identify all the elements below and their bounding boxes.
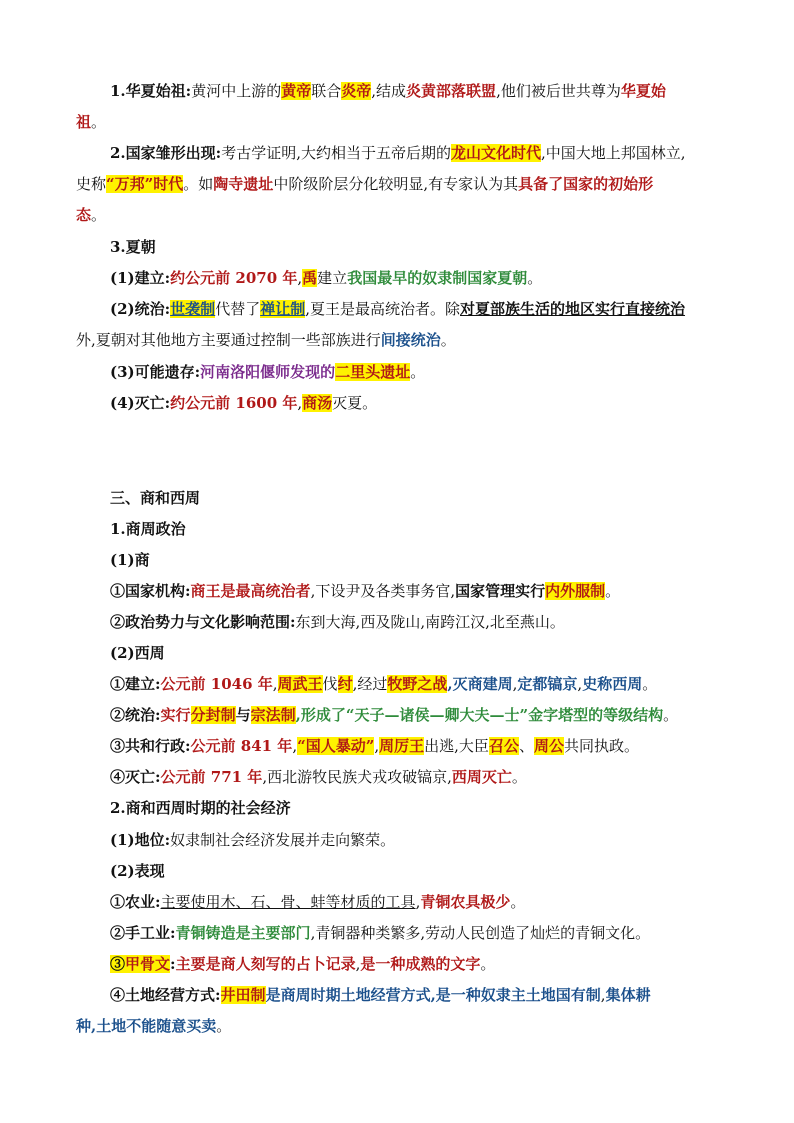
- text: 出逃,大臣: [424, 737, 489, 755]
- text: 史称: [76, 175, 107, 193]
- highlight-term: 宗法制: [250, 706, 296, 724]
- highlight-term: 世袭制: [170, 300, 216, 318]
- text: ,: [297, 269, 303, 287]
- highlight-term: 牧野之战: [387, 675, 448, 693]
- paragraph-state-prototype: [110, 143, 686, 163]
- key-term: 对夏部族生活的地区实行直接统治: [460, 300, 686, 318]
- highlight-term: 周厉王: [379, 737, 425, 755]
- paragraph-state-prototype-end: [76, 205, 106, 225]
- text: ,他们被后世共尊为: [496, 82, 621, 100]
- text: 伐: [322, 675, 338, 693]
- economy-agriculture: [110, 892, 525, 912]
- key-term: 是商周时期土地经营方式,是一种奴隶主土地国有制: [265, 986, 601, 1004]
- xia-establish: [110, 268, 542, 288]
- key-term: 态: [76, 206, 92, 224]
- text: 考古学证明,大约相当于五帝后期的: [221, 144, 451, 162]
- key-term: 华夏始: [620, 82, 666, 100]
- key-term: 间接统治: [380, 331, 441, 349]
- text: 灭夏。: [332, 394, 378, 412]
- highlight-term: 分封制: [190, 706, 236, 724]
- text-underlined: 主要使用木、石、骨、蚌等材质的工具: [160, 893, 416, 911]
- highlight-term: 禹: [302, 269, 318, 287]
- text: 奴隶制社会经济发展并走向繁荣。: [170, 831, 396, 849]
- paragraph-huaxia-ancestor: [110, 81, 666, 101]
- key-term: 主要是商人刻写的占卜记录: [175, 955, 356, 973]
- heading-label: ②政治势力与文化影响范围:: [110, 613, 296, 631]
- economy-status: [110, 830, 395, 850]
- text: ,: [415, 893, 421, 911]
- key-term: 种,土地不能随意买卖: [76, 1017, 217, 1035]
- key-term: 公元前 841 年: [190, 737, 293, 755]
- heading-label: (1)地位:: [110, 831, 171, 849]
- text-bold: 国家管理实行: [455, 582, 546, 600]
- zhou-establish: [110, 674, 657, 694]
- heading-shang: (1)商: [110, 551, 150, 569]
- text: ,: [577, 675, 583, 693]
- highlight-term: “万邦”时代: [106, 175, 184, 193]
- highlight-term: 周公: [533, 737, 564, 755]
- key-term: 史称西周: [582, 675, 643, 693]
- text: ,结成: [371, 82, 407, 100]
- xia-fall: [110, 393, 377, 413]
- key-term: 集体耕: [605, 986, 651, 1004]
- heading-label: (3)可能遗存:: [110, 363, 201, 381]
- heading-label: ①建立:: [110, 675, 161, 693]
- text: 外,夏朝对其他地方主要通过控制一些部族进行: [76, 331, 381, 349]
- text: 联合: [311, 82, 342, 100]
- key-term: 西周灭亡: [451, 768, 512, 786]
- text: 共同执政。: [563, 737, 639, 755]
- text: ,: [272, 675, 278, 693]
- heading-politics: 1.商周政治: [110, 520, 186, 538]
- xia-rule-cont: [76, 330, 456, 350]
- text: 东到大海,西及陇山,南跨江汉,北至燕山。: [295, 613, 565, 631]
- highlight-term: 炎帝: [341, 82, 372, 100]
- highlight-term: 禅让制: [260, 300, 306, 318]
- text: ,青铜器种类繁多,劳动人民创造了灿烂的青铜文化。: [310, 924, 651, 942]
- key-term: 公元前 1046 年: [160, 675, 273, 693]
- zhou-rule: [110, 705, 678, 725]
- text: ,夏王是最高统治者。除: [305, 300, 460, 318]
- economy-handicraft: [110, 923, 650, 943]
- xia-rule: [110, 299, 685, 319]
- economy-land: [110, 985, 651, 1005]
- heading-label: ②手工业:: [110, 924, 176, 942]
- heading-label: ③: [110, 955, 126, 973]
- highlight-term: 二里头遗址: [335, 363, 411, 381]
- highlight-term: 商汤: [302, 394, 333, 412]
- text-bold: :: [170, 955, 176, 973]
- section-title-shang-zhou: 三、商和西周: [110, 489, 201, 507]
- paragraph-huaxia-ancestor-cont: [76, 112, 106, 132]
- text: ,: [600, 986, 606, 1004]
- text: 、: [518, 737, 534, 755]
- key-term: 我国最早的奴隶制国家夏朝: [347, 269, 528, 287]
- key-term: 炎黄部落联盟: [406, 82, 497, 100]
- text: 。: [511, 768, 527, 786]
- highlight-term: 内外服制: [545, 582, 606, 600]
- key-term: 商王是最高统治者: [190, 582, 311, 600]
- text: 。: [216, 1017, 232, 1035]
- highlight-term: 龙山文化时代: [450, 144, 541, 162]
- highlight-term: 黄帝: [281, 82, 312, 100]
- text: 黄河中上游的: [191, 82, 282, 100]
- key-term: 约公元前 1600 年: [170, 394, 298, 412]
- text-bold: 与: [235, 706, 251, 724]
- heading-label: 1.华夏始祖:: [110, 82, 192, 100]
- heading-label: 2.国家雏形出现:: [110, 144, 222, 162]
- text: ,: [292, 737, 298, 755]
- key-term: 具备了国家的初始形: [518, 175, 654, 193]
- text: 建立: [317, 269, 348, 287]
- economy-oracle-bone: [110, 954, 495, 974]
- zhou-gonghe: [110, 736, 639, 756]
- highlight-term: 召公: [488, 737, 519, 755]
- heading-label: ②统治:: [110, 706, 161, 724]
- highlight-term: 纣: [337, 675, 353, 693]
- text: ,下设尹及各类事务官,: [310, 582, 456, 600]
- heading-label: (2)统治:: [110, 300, 171, 318]
- highlight-term: “国人暴动”: [297, 737, 375, 755]
- heading-manifestation: (2)表现: [110, 862, 165, 880]
- xia-remains: [110, 362, 425, 382]
- heading-economy: 2.商和西周时期的社会经济: [110, 799, 291, 817]
- key-term: 河南洛阳偃师发现的: [200, 363, 336, 381]
- heading-label: ①国家机构:: [110, 582, 191, 600]
- key-term: ,灭商建周: [447, 675, 513, 693]
- highlight-term: 周武王: [277, 675, 323, 693]
- heading-xia: 3.夏朝: [110, 238, 156, 256]
- shang-influence: [110, 612, 565, 632]
- key-term: 祖: [76, 113, 92, 131]
- text: 。: [642, 675, 658, 693]
- key-term: 实行: [160, 706, 191, 724]
- text: 。: [91, 206, 107, 224]
- text: 中阶级阶层分化较明显,有专家认为其: [273, 175, 519, 193]
- text: 。: [663, 706, 679, 724]
- heading-label: (4)灭亡:: [110, 394, 171, 412]
- text: 。: [480, 955, 496, 973]
- heading-western-zhou: (2)西周: [110, 644, 165, 662]
- zhou-fall: [110, 767, 527, 787]
- key-term: 是一种成熟的文字: [360, 955, 481, 973]
- key-term: 约公元前 2070 年: [170, 269, 298, 287]
- text: 。: [510, 893, 526, 911]
- key-term: 青铜铸造是主要部门: [175, 924, 311, 942]
- text: 。: [605, 582, 621, 600]
- heading-label: ④土地经营方式:: [110, 986, 221, 1004]
- text: ,: [512, 675, 518, 693]
- text: ,中国大地上邦国林立,: [541, 144, 686, 162]
- key-term: 青铜农具极少: [420, 893, 511, 911]
- highlight-term: 甲骨文: [125, 955, 171, 973]
- text: 。: [410, 363, 426, 381]
- text: ,西北游牧民族犬戎攻破镐京,: [262, 768, 452, 786]
- text: 。: [527, 269, 543, 287]
- key-term: ,形成了“天子—诸侯—卿大夫—士”金字塔型的等级结构: [295, 706, 664, 724]
- text: ,: [297, 394, 303, 412]
- economy-land-cont: [76, 1016, 231, 1036]
- heading-label: ④灭亡:: [110, 768, 161, 786]
- key-term: 陶寺遗址: [213, 175, 274, 193]
- heading-label: (1)建立:: [110, 269, 171, 287]
- highlight-term: 井田制: [220, 986, 266, 1004]
- text: 。: [440, 331, 456, 349]
- text: 。如: [183, 175, 214, 193]
- key-term: 定都镐京: [517, 675, 578, 693]
- shang-institution: [110, 581, 620, 601]
- text: 。: [91, 113, 107, 131]
- heading-label: ①农业:: [110, 893, 161, 911]
- heading-label: ③共和行政:: [110, 737, 191, 755]
- text: ,: [355, 955, 361, 973]
- text: ,经过: [352, 675, 388, 693]
- paragraph-state-prototype-cont: [76, 174, 653, 194]
- key-term: 公元前 771 年: [160, 768, 263, 786]
- text: 代替了: [215, 300, 261, 318]
- text: ,: [374, 737, 380, 755]
